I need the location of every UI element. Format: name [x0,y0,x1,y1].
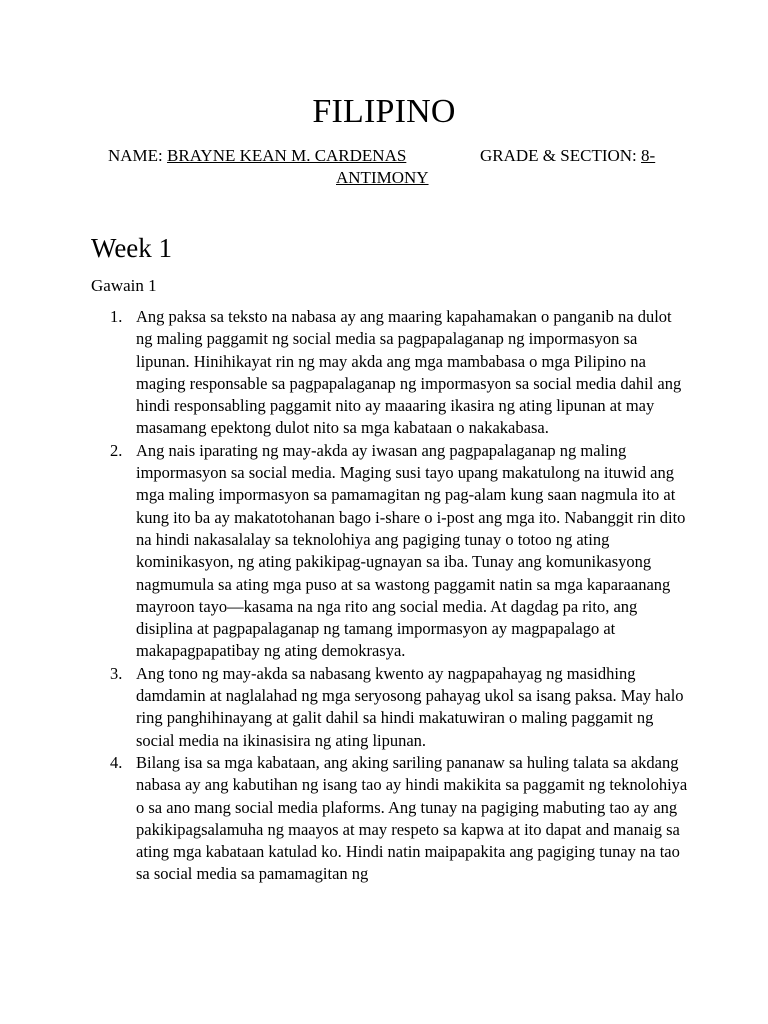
item-number: 1. [110,307,123,326]
grade-label: GRADE & SECTION: [480,146,642,165]
grade-section [480,146,655,166]
list-item [110,752,688,886]
section-value: ANTIMONY [336,168,429,187]
activity-heading: Gawain 1 [91,276,157,295]
name-value: BRAYNE KEAN M. CARDENAS [167,146,407,165]
item-number: 4. [110,752,123,772]
item-text: Ang nais iparating ng may-akda ay iwasan ang pagpapalaganap ng maling impormasyon sa social media. Maging susi tayo upang makatulong na ituwid ang mga maling impormasyon sa pamamagitan ng pag-alam kung saan nagmula ito at kung ito ba ay makatotohanan bago i-share o i-post ang mga ito. Nabanggit rin dito na hindi nakasalalay sa teknolohiya ang pagiging tunay o totoo ng ating kominikasyon, ng ating pakikipag-ugnayan sa iba. Tunay ang komunikasyong nagmumula sa ating mga puso at sa wastong paggamit natin sa mga kaparaanang mayroon tayo—kasama na nga rito ang social media. At dagdag pa rito, ang disiplina at pagpapalaganap ng tamang impormasyon ay magpapalago at makapagpapatibay ng ating demokrasya. [136,440,686,661]
item-number: 3. [110,663,123,683]
name-label: NAME: [108,146,168,165]
page-title: FILIPINO [312,93,456,130]
list-item [110,306,688,440]
item-text: Ang paksa sa teksto na nabasa ay ang maaring kapahamakan o panganib na dulot ng maling paggamit ng social media sa pagpapalaganap ng impormasyon sa lipunan. Hinihikayat rin ng may akda ang mga mambabasa o mga Pilipino na maging responsable sa pagpapalaganap ng impormasyon sa social media dahil ang hindi responsabling paggamit nito ay maaaring ikasira ng ating lipunan at may masamang epektong dulot nito sa mga kabataan o nakakabasa. [136,307,682,438]
week-heading: Week 1 [91,233,173,263]
list-item [110,440,688,663]
grade-value: 8- [641,146,656,165]
list-item [110,663,688,752]
item-number: 2. [110,440,123,460]
item-text: Ang tono ng may-akda sa nabasang kwento ay nagpapahayag ng masidhing damdamin at naglalahad ng mga seryosong pahayag ukol sa isang paksa. May halo ring panghihinayang at galit dahil sa hindi makatuwiran o maling paggamit ng social media na ikinasisira ng ating lipunan. [136,663,684,750]
answer-list [110,306,688,886]
student-name [108,146,406,166]
item-text: Bilang isa sa mga kabataan, ang aking sariling pananaw sa huling talata sa akdang nabasa ay ang kabutihan ng isang tao ay hindi makikita sa paggamit ng teknolohiya o sa ano mang social media plaforms. Ang tunay na pagiging mabuting tao ay ang pakikipagsalamuha ng maayos at may respeto sa kapwa at ito dapat and manaig sa ating mga kabataan katulad ko. Hindi natin maipapakita ang pagiging tunay na tao sa social media sa pamamagitan ng [136,752,688,884]
